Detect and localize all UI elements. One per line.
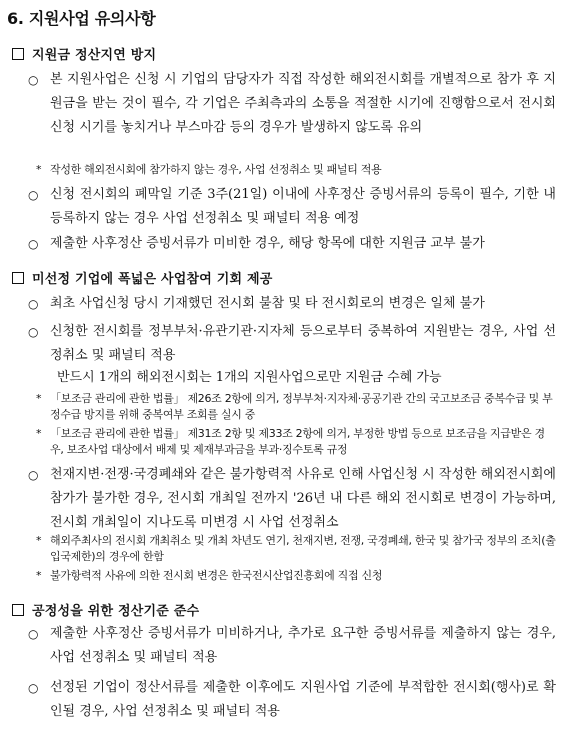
list-item: ○ 신청한 전시회를 정부부처·유관기관·지자체 등으로부터 중복하여 지원받는 경우, 사업 선정취소 및 패널티 적용	[28, 320, 556, 368]
list-item: ○ 제출한 사후정산 증빙서류가 미비하거나, 추가로 요구한 증빙서류를 제출하지 않는 경우, 사업 선정취소 및 패널티 적용	[28, 622, 556, 670]
circle-bullet-icon: ○	[28, 627, 39, 641]
checkbox-icon	[12, 48, 24, 60]
section-heading: 미선정 기업에 폭넓은 사업참여 기회 제공	[12, 268, 273, 287]
checkbox-icon	[12, 604, 24, 616]
circle-bullet-icon: ○	[28, 325, 39, 339]
asterisk-icon: *	[36, 534, 42, 547]
asterisk-icon: *	[36, 569, 42, 582]
note-item: * 불가항력적 사유에 의한 전시회 변경은 한국전시산업진흥회에 직접 신청	[36, 569, 383, 582]
note-item: * 「보조금 관리에 관한 법률」 제26조 2항에 의거, 정부부처·지자체·공공기관 간의 국고보조금 중복수급 및 부정수급 방지를 위해 중복여부 조회를 실시 중	[36, 392, 553, 421]
note-item: * 「보조금 관리에 관한 법률」 제31조 2항 및 제33조 2항에 의거, 부정한 방법 등으로 보조금을 지급받은 경우, 보조사업 대상에서 배제 및 제재부과금을 부과·징수토록 규정	[36, 427, 545, 456]
list-item: ○ 선정된 기업이 정산서류를 제출한 이후에도 지원사업 기준에 부적합한 전시회(행사)로 확인될 경우, 사업 선정취소 및 패널티 적용	[28, 676, 556, 724]
asterisk-icon: *	[36, 427, 42, 440]
list-item: ○ 신청 전시회의 폐막일 기준 3주(21일) 이내에 사후정산 증빙서류의 등록이 필수, 기한 내 등록하지 않는 경우 사업 선정취소 및 패널티 적용 예정	[28, 183, 556, 231]
list-item: ○ 천재지변·전쟁·국경폐쇄와 같은 불가항력적 사유로 인해 사업신청 시 작성한 해외전시회에 참가가 불가한 경우, 전시회 개최일 전까지 '26년 내 다른 해외 전시회로 변경이 가능하며, 전시회 개최일이 지나도록 미변경 시 사업 선정취소	[28, 463, 556, 535]
note-item: * 해외주최사의 전시회 개최취소 및 개최 차년도 연기, 천재지변, 전쟁, 국경폐쇄, 한국 및 참가국 정부의 조치(출입국제한)의 경우에 한함	[36, 534, 556, 563]
note-item: * 작성한 해외전시회에 참가하지 않는 경우, 사업 선정취소 및 패널티 적용	[36, 163, 382, 176]
list-item: ○ 최초 사업신청 당시 기재했던 전시회 불참 및 타 전시회로의 변경은 일체 불가	[28, 292, 556, 316]
list-item: ○ 본 지원사업은 신청 시 기업의 담당자가 직접 작성한 해외전시회를 개별적으로 참가 후 지원금을 받는 것이 필수, 각 기업은 주최측과의 소통을 적절한 시기에 진행함으로서 전시회 신청 시기를 놓치거나 부스마감 등의 경우가 발생하지 않도록 유의	[28, 68, 556, 140]
plain-note: 반드시 1개의 해외전시회는 1개의 지원사업으로만 지원금 수혜 가능	[57, 370, 442, 385]
page-title: 6. 지원사업 유의사항	[7, 9, 156, 28]
section-heading: 지원금 정산지연 방지	[12, 44, 156, 63]
circle-bullet-icon: ○	[28, 468, 39, 482]
asterisk-icon: *	[36, 392, 42, 405]
circle-bullet-icon: ○	[28, 73, 39, 87]
circle-bullet-icon: ○	[28, 237, 39, 251]
asterisk-icon: *	[36, 163, 42, 176]
circle-bullet-icon: ○	[28, 681, 39, 695]
list-item: ○ 제출한 사후정산 증빙서류가 미비한 경우, 해당 항목에 대한 지원금 교부 불가	[28, 232, 556, 256]
section-heading: 공정성을 위한 정산기준 준수	[12, 600, 199, 619]
circle-bullet-icon: ○	[28, 188, 39, 202]
circle-bullet-icon: ○	[28, 297, 39, 311]
checkbox-icon	[12, 272, 24, 284]
